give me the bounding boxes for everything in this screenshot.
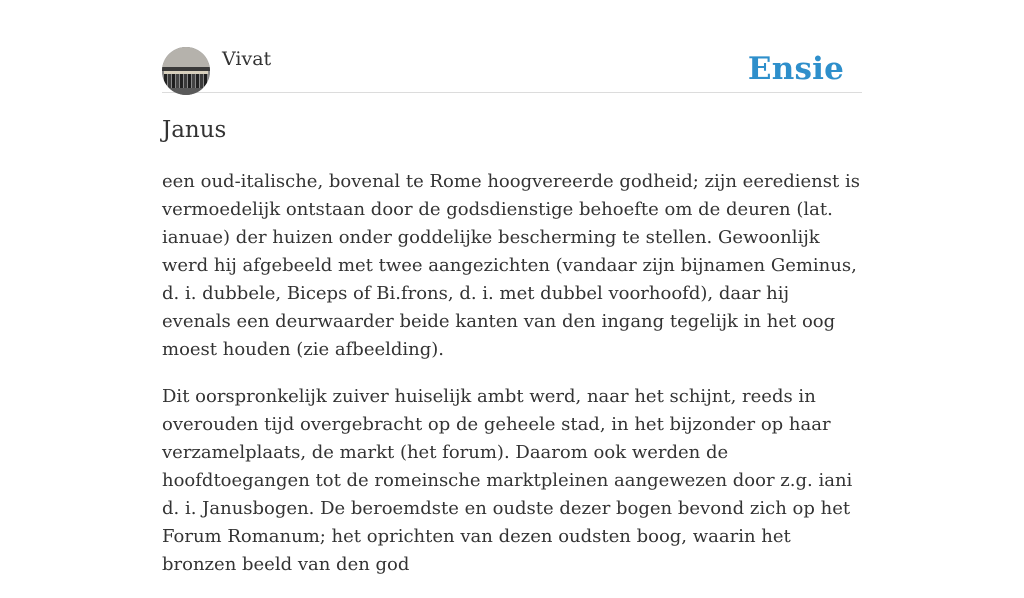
- article-page: [162, 0, 862, 575]
- article-paragraph: Dit oorspronkelijk zuiver huiselijk ambt werd, naar het schijnt, reeds in overouden tijd overgebracht op de geheele stad, in het bijzonder op haar verzamelplaats, de markt (het forum). Daarom ook werden de hoofdtoegangen tot de romeinsche marktpleinen aangewezen door z.g. iani d. i. Janusbogen. De beroemdste en oudste dezer bogen bevond zich op het Forum Romanum; het oprichten van dezen oudsten boog, waarin het bronzen beeld van den god: [162, 386, 853, 575]
- source-avatar[interactable]: [162, 47, 210, 95]
- article-paragraph: een oud-italische, bovenal te Rome hoogvereerde godheid; zijn eeredienst is vermoedelijk ontstaan door de godsdienstige behoefte om de deuren (lat. ianuae) der huizen onder goddelijke bescherming te stellen. Gewoonlijk werd hij afgebeeld met twee aangezichten (vandaar zijn bijnamen Geminus, d. i. dubbele, Biceps of Bi.frons, d. i. met dubbel voorhoofd), daar hij evenals een deurwaarder beide kanten van den ingang tegelijk in het oog moest houden (zie afbeelding).: [162, 171, 860, 360]
- book-spines-photo-icon: [162, 47, 210, 95]
- source-name[interactable]: Vivat: [222, 48, 272, 70]
- article-body: [162, 168, 862, 598]
- ensie-logo[interactable]: Ensie: [747, 51, 844, 87]
- article-title: Janus: [162, 117, 227, 143]
- article-header: [162, 46, 862, 93]
